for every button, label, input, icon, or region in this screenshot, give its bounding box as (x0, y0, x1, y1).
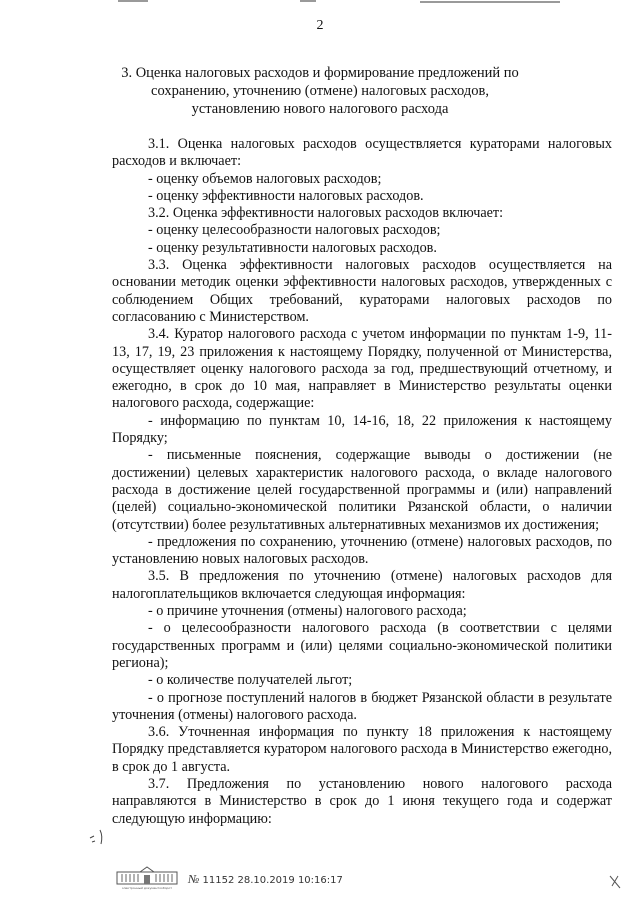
paragraph: - о причине уточнения (отмены) налогового расхода; (148, 603, 467, 620)
scan-artifact-top (300, 0, 316, 2)
emblem-caption: электронный документооборот (121, 886, 173, 890)
paragraph: - оценку результативности налоговых расходов. (148, 239, 437, 256)
paragraph: 3.4. Куратор налогового расхода с учетом информации по пунктам 1-9, 11-13, 17, 19, 23 приложения к настоящему Порядку, полученной от Министерства, осуществляет оценку налогового расхода за год, предшествующий отчетному, и ежегодно, в срок до 10 мая, направляет в Министерство результаты оценки налогового расхода, содержащие: (112, 326, 612, 412)
edo-building-icon (116, 866, 178, 890)
paragraph: 3.1. Оценка налоговых расходов осуществляется кураторами налоговых расходов и включает: (112, 136, 612, 170)
paragraph: 3.5. В предложения по уточнению (отмене) налоговых расходов для налогоплательщиков включается следующая информация: (112, 568, 612, 602)
paragraph: - оценку объемов налоговых расходов; (148, 170, 382, 187)
stamp-text: 11152 28.10.2019 10:16:17 (202, 875, 343, 886)
paragraph: - предложения по сохранению, уточнению (отмене) налоговых расходов, по установлению новых налоговых расходов. (112, 533, 612, 568)
margin-mark-icon (606, 872, 626, 894)
paragraph: - письменные пояснения, содержащие выводы о достижении (не достижении) целевых характеристик налогового расхода, о вкладе налогового расхода в достижение целей государственной программы и (или) направлений (целей) социально-экономической политики Рязанской области, о наличии (отсутствии) более результативных альтернативных механизмов их достижения; (112, 447, 612, 533)
paragraph: 3.3. Оценка эффективности налоговых расходов осуществляется на основании методик оценки эффективности налоговых расходов, утвержденных с соблюдением Общих требований, кураторами налоговых расходов по согласованию с Министерством. (112, 257, 612, 325)
registration-footer (116, 866, 416, 896)
paragraph: - о целесообразности налогового расхода (в соответствии с целями государственных программ и (или) целями социально-экономической политики региона); (112, 620, 612, 671)
page-number: 2 (316, 18, 324, 33)
paragraph: 3.6. Уточненная информация по пункту 18 приложения к настоящему Порядку представляется куратором налогового расхода в Министерство ежегодно, в срок до 1 августа. (112, 724, 612, 775)
section-title: 3. Оценка налоговых расходов и формирование предложений по сохранению, уточнению (отмене) налоговых расходов, установлению нового налогового расхода (121, 65, 519, 117)
paragraph: 3.7. Предложения по установлению нового налогового расхода направляются в Министерство в срок до 1 июня текущего года и содержат следующую информацию: (112, 775, 612, 827)
document-body (112, 136, 612, 828)
scan-artifact-top (118, 0, 148, 2)
paragraph: - оценку целесообразности налоговых расходов; (148, 222, 441, 239)
margin-mark-icon (86, 824, 110, 854)
paragraph: - о количестве получателей льгот; (148, 672, 353, 689)
registration-stamp (188, 872, 343, 887)
stamp-number-sign: № (188, 872, 200, 886)
paragraph: - оценку эффективности налоговых расходов. (148, 187, 424, 204)
paragraph: 3.2. Оценка эффективности налоговых расходов включает: (148, 205, 504, 222)
scan-artifact-top (420, 1, 560, 3)
paragraph: - информацию по пунктам 10, 14-16, 18, 22 приложения к настоящему Порядку; (112, 412, 612, 447)
paragraph: - о прогнозе поступлений налогов в бюджет Рязанской области в результате уточнения (отмены) налогового расхода. (112, 689, 612, 723)
